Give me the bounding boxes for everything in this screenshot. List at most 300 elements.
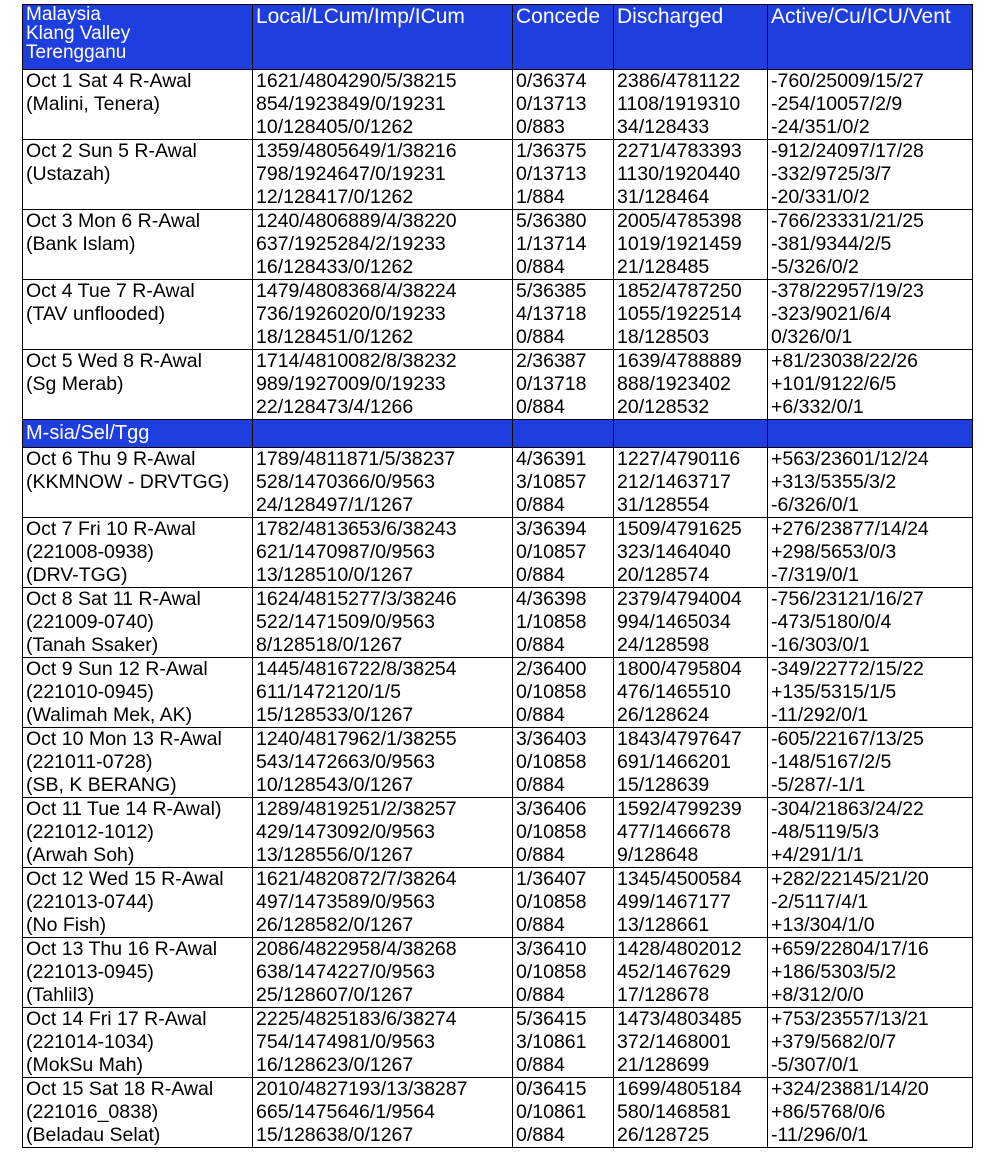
discharged-cell-line: 20/128532 [617,396,710,418]
discharged-cell-line: 1019/1921459 [617,233,742,255]
local-cell-line: 798/1924647/0/19231 [256,163,446,185]
date-cell-line: (221010-0945) [26,681,154,703]
date-cell-line [26,326,249,349]
date-cell-line: Oct 4 Tue 7 R-Awal [26,280,195,302]
concede-cell-line: 0/10858 [516,891,587,913]
concede-cell-line: 1/13714 [516,233,587,255]
concede-cell-line: 0/884 [516,1054,565,1076]
active-cell [768,938,973,1008]
concede-cell-line: 3/36410 [516,938,587,960]
active-cell-line: -381/9344/2/5 [771,233,892,255]
concede-cell-line: 1/884 [516,186,565,208]
local-cell-line: 15/128533/0/1267 [256,704,414,726]
local-cell [253,518,513,588]
active-cell-line: -756/23121/16/27 [771,588,924,610]
date-cell [23,448,253,518]
active-cell-line: -378/22957/19/23 [771,280,924,302]
date-cell [23,140,253,210]
concede-cell [513,868,614,938]
discharged-cell-line: 1227/4790116 [617,448,741,470]
discharged-cell-line: 1509/4791625 [617,518,742,540]
concede-cell-line: 0/884 [516,564,565,586]
local-cell-line: 754/1474981/0/9563 [256,1031,435,1053]
date-cell-line: (221012-1012) [26,821,154,843]
concede-cell [513,728,614,798]
date-cell [23,280,253,350]
concede-cell-line: 0/36374 [516,70,587,92]
discharged-cell-line: 26/128725 [617,1124,710,1146]
concede-cell-line: 0/884 [516,396,565,418]
local-cell [253,448,513,518]
local-cell-line: 1289/4819251/2/38257 [256,798,457,820]
region-title-line: Terengganu [26,42,127,63]
concede-cell-line: 3/36406 [516,798,587,820]
active-column-header: Active/Cu/ICU/Vent [768,5,973,70]
local-cell [253,798,513,868]
discharged-cell-line: 1130/1920440 [617,163,741,185]
section-1-body [23,70,973,420]
concede-cell-line: 4/13718 [516,303,587,325]
active-cell-line: -304/21863/24/22 [771,798,924,820]
concede-cell-line: 0/13713 [516,163,587,185]
date-cell-line: Oct 12 Wed 15 R-Awal [26,868,224,890]
local-cell-line: 543/1472663/0/9563 [256,751,435,773]
local-cell-line: 25/128607/0/1267 [256,984,414,1006]
discharged-cell-line: 1800/4795804 [617,658,742,680]
local-cell-line: 736/1926020/0/19233 [256,303,446,325]
discharged-cell-line: 691/1466201 [617,751,731,773]
active-cell-line: +186/5303/5/2 [771,961,897,983]
local-cell-line: 637/1925284/2/19233 [256,233,446,255]
discharged-cell-line: 372/1468001 [617,1031,731,1053]
active-cell-line: -473/5180/0/4 [771,611,892,633]
active-cell-line: -349/22772/15/22 [771,658,924,680]
active-cell-line: 0/326/0/1 [771,326,853,348]
concede-cell-line: 0/13718 [516,373,587,395]
table-row [23,868,973,938]
date-cell-line: (Beladau Selat) [26,1124,161,1146]
date-cell-line [26,494,249,517]
discharged-cell-line: 499/1467177 [617,891,731,913]
local-cell-line: 611/1472120/1/5 [256,681,401,703]
active-cell-line: +101/9122/6/5 [771,373,897,395]
discharged-cell-line: 580/1468581 [617,1101,731,1123]
date-cell-line: Oct 3 Mon 6 R-Awal [26,210,201,232]
local-cell-line: 528/1470366/0/9563 [256,471,435,493]
active-cell-line: -24/351/0/2 [771,116,870,138]
local-cell-line: 638/1474227/0/9563 [256,961,435,983]
active-cell-line: +379/5682/0/7 [771,1031,897,1053]
date-cell-line: Oct 2 Sun 5 R-Awal [26,140,197,162]
section-2-body [23,448,973,1148]
discharged-cell-line: 26/128624 [617,704,710,726]
concede-cell-line: 2/36387 [516,350,587,372]
discharged-cell-line: 1699/4805184 [617,1078,742,1100]
local-cell-line: 1621/4804290/5/38215 [256,70,457,92]
local-cell-line: 18/128451/0/1262 [256,326,414,348]
active-cell [768,798,973,868]
active-cell-line: -5/307/0/1 [771,1054,859,1076]
active-cell-line: +135/5315/1/5 [771,681,897,703]
concede-cell-line: 0/884 [516,704,565,726]
discharged-cell-line: 477/1466678 [617,821,731,843]
date-cell-line: (MokSu Mah) [26,1054,144,1076]
date-cell [23,70,253,140]
date-cell-line: Oct 5 Wed 8 R-Awal [26,350,202,372]
concede-cell-line: 0/10857 [516,541,587,563]
date-cell-line: (DRV-TGG) [26,564,128,586]
date-cell [23,518,253,588]
discharged-cell [614,210,768,280]
active-cell [768,518,973,588]
covid-stats-table [22,4,973,1148]
active-cell-line: +81/23038/22/26 [771,350,918,372]
date-cell-line: Oct 8 Sat 11 R-Awal [26,588,201,610]
date-cell-line: (Sg Merab) [26,373,124,395]
discharged-cell-line: 1843/4797647 [617,728,742,750]
active-cell-line: +8/312/0/0 [771,984,864,1006]
concede-cell-line: 0/884 [516,634,565,656]
local-cell-line: 1240/4806889/4/38220 [256,210,457,232]
local-cell-line: 8/128518/0/1267 [256,634,403,656]
active-cell-line: +282/22145/21/20 [771,868,929,890]
concede-cell-line: 0/883 [516,116,565,138]
local-cell [253,350,513,420]
section-blank-cell [768,420,973,448]
date-cell-line: (221014-1034) [26,1031,154,1053]
concede-cell-line: 0/36415 [516,1078,587,1100]
date-cell-line: (221013-0945) [26,961,154,983]
date-cell-line: Oct 7 Fri 10 R-Awal [26,518,196,540]
date-cell-line: (221008-0938) [26,541,154,563]
concede-cell [513,280,614,350]
active-cell-line: +563/23601/12/24 [771,448,929,470]
table-row [23,588,973,658]
local-cell-line: 1479/4808368/4/38224 [256,280,457,302]
discharged-cell-line: 1428/4802012 [617,938,742,960]
local-cell-line: 1240/4817962/1/38255 [256,728,457,750]
local-cell-line: 665/1475646/1/9564 [256,1101,435,1123]
active-cell-line: -148/5167/2/5 [771,751,892,773]
discharged-cell [614,938,768,1008]
local-cell-line: 12/128417/0/1262 [256,186,414,208]
active-cell [768,1078,973,1148]
active-cell-line: +313/5355/3/2 [771,471,897,493]
local-cell-line: 13/128510/0/1267 [256,564,414,586]
concede-cell [513,1008,614,1078]
discharged-cell [614,70,768,140]
discharged-cell-line: 17/128678 [617,984,710,1006]
date-cell [23,798,253,868]
date-cell [23,938,253,1008]
discharged-cell [614,518,768,588]
table-row [23,70,973,140]
local-cell [253,140,513,210]
local-cell [253,588,513,658]
discharged-cell-line: 21/128699 [617,1054,710,1076]
local-cell-line: 1445/4816722/8/38254 [256,658,457,680]
active-cell-line: +4/291/1/1 [771,844,864,866]
active-cell-line: -605/22167/13/25 [771,728,924,750]
discharged-cell [614,350,768,420]
active-cell [768,588,973,658]
discharged-cell [614,868,768,938]
date-cell-line: (221009-0740) [26,611,154,633]
local-cell-line: 429/1473092/0/9563 [256,821,435,843]
discharged-cell-line: 212/1463717 [617,471,731,493]
active-cell [768,868,973,938]
active-cell-line: +659/22804/17/16 [771,938,929,960]
table-row [23,658,973,728]
date-cell [23,1008,253,1078]
date-cell-line: (TAV unflooded) [26,303,166,325]
concede-cell-line: 1/36407 [516,868,587,890]
discharged-cell-line: 1473/4803485 [617,1008,742,1030]
region-title-header [23,5,253,70]
local-cell-line: 2086/4822958/4/38268 [256,938,457,960]
active-cell-line: +86/5768/0/6 [771,1101,886,1123]
active-cell-line: -16/303/0/1 [771,634,870,656]
date-cell-line: (SB, K BERANG) [26,774,177,796]
date-cell [23,868,253,938]
local-cell-line: 13/128556/0/1267 [256,844,414,866]
concede-cell-line: 0/10858 [516,961,587,983]
date-cell [23,658,253,728]
table-row [23,350,973,420]
discharged-cell-line: 323/1464040 [617,541,731,563]
local-cell-line: 989/1927009/0/19233 [256,373,446,395]
concede-cell-line: 0/884 [516,256,565,278]
discharged-cell [614,658,768,728]
date-cell [23,588,253,658]
date-cell-line: Oct 13 Thu 16 R-Awal [26,938,218,960]
table-row [23,1008,973,1078]
date-cell-line: (No Fish) [26,914,107,936]
section-label: M-sia/Sel/Tgg [23,420,253,448]
local-cell-line: 1621/4820872/7/38264 [256,868,457,890]
date-cell-line: (221013-0744) [26,891,154,913]
concede-cell-line: 3/36403 [516,728,587,750]
active-cell [768,658,973,728]
local-cell [253,210,513,280]
concede-cell-line: 0/884 [516,774,565,796]
concede-cell-line: 0/10858 [516,821,587,843]
discharged-cell-line: 1592/4799239 [617,798,742,820]
table-row [23,728,973,798]
concede-cell [513,210,614,280]
section-blank-cell [614,420,768,448]
active-cell-line: +753/23557/13/21 [771,1008,929,1030]
active-cell-line: -5/326/0/2 [771,256,859,278]
local-cell-line: 10/128543/0/1267 [256,774,414,796]
active-cell-line: -7/319/0/1 [771,564,859,586]
active-cell-line: +298/5653/0/3 [771,541,897,563]
discharged-cell-line: 18/128503 [617,326,710,348]
local-cell [253,938,513,1008]
section-2-header [23,420,973,448]
date-cell-line: (221016_0838) [26,1101,159,1123]
concede-cell-line: 3/10861 [516,1031,587,1053]
date-cell-line: Oct 1 Sat 4 R-Awal [26,70,192,92]
concede-cell-line: 0/884 [516,494,565,516]
discharged-cell-line: 9/128648 [617,844,699,866]
active-cell-line: -912/24097/17/28 [771,140,924,162]
discharged-cell [614,798,768,868]
date-cell-line: (KKMNOW - DRVTGG) [26,471,230,493]
local-cell [253,868,513,938]
discharged-cell-line: 2379/4794004 [617,588,742,610]
discharged-cell-line: 1852/4787250 [617,280,742,302]
discharged-cell-line: 1055/1922514 [617,303,742,325]
date-cell-line: (Malini, Tenera) [26,93,161,115]
discharged-cell-line: 2005/4785398 [617,210,742,232]
local-cell-line: 1782/4813653/6/38243 [256,518,457,540]
concede-cell [513,1078,614,1148]
region-title-line: Malaysia [26,4,101,25]
region-title-line: Klang Valley [26,23,131,44]
local-cell-line: 24/128497/1/1267 [256,494,414,516]
local-cell-line: 497/1473589/0/9563 [256,891,435,913]
discharged-cell-line: 13/128661 [617,914,710,936]
table-row [23,1078,973,1148]
active-cell-line: +324/23881/14/20 [771,1078,929,1100]
discharged-cell-line: 1345/4500584 [617,868,742,890]
date-cell-line [26,116,249,139]
local-cell-line: 1359/4805649/1/38216 [256,140,457,162]
section-divider-row [23,420,973,448]
active-cell-line: -11/292/0/1 [771,704,869,726]
table-row [23,518,973,588]
discharged-cell-line: 1639/4788889 [617,350,742,372]
concede-cell [513,350,614,420]
discharged-cell [614,1008,768,1078]
concede-cell [513,70,614,140]
header-row [23,5,973,70]
local-cell-line: 22/128473/4/1266 [256,396,414,418]
date-cell-line: Oct 11 Tue 14 R-Awal) [26,798,222,820]
date-cell-line [26,186,249,209]
date-cell-line [26,256,249,279]
date-cell-line: (Ustazah) [26,163,111,185]
concede-cell-line: 0/13713 [516,93,587,115]
table-row [23,938,973,1008]
discharged-cell [614,588,768,658]
local-cell-line: 1624/4815277/3/38246 [256,588,457,610]
active-cell-line: -20/331/0/2 [771,186,870,208]
local-cell [253,1008,513,1078]
concede-cell-line: 0/884 [516,844,565,866]
active-cell-line: +6/332/0/1 [771,396,864,418]
local-cell [253,658,513,728]
active-cell [768,448,973,518]
concede-cell-line: 1/36375 [516,140,587,162]
local-cell [253,70,513,140]
active-cell-line: -760/25009/15/27 [771,70,924,92]
active-cell-line: +276/23877/14/24 [771,518,929,540]
concede-cell [513,448,614,518]
section-blank-cell [253,420,513,448]
table-row [23,448,973,518]
date-cell-line: Oct 14 Fri 17 R-Awal [26,1008,207,1030]
local-cell-line: 1789/4811871/5/38237 [256,448,456,470]
local-cell-line: 26/128582/0/1267 [256,914,414,936]
date-cell-line: Oct 15 Sat 18 R-Awal [26,1078,214,1100]
concede-cell [513,588,614,658]
active-cell [768,728,973,798]
concede-cell-line: 0/10861 [516,1101,587,1123]
concede-cell-line: 5/36385 [516,280,587,302]
concede-cell-line: 0/884 [516,914,565,936]
discharged-cell-line: 24/128598 [617,634,710,656]
date-cell [23,1078,253,1148]
discharged-cell [614,140,768,210]
date-cell [23,728,253,798]
active-cell-line: -6/326/0/1 [771,494,859,516]
active-cell-line: -254/10057/2/9 [771,93,903,115]
discharged-cell [614,448,768,518]
local-cell [253,728,513,798]
discharged-cell-line: 31/128554 [617,494,710,516]
discharged-cell [614,1078,768,1148]
local-cell-line: 2010/4827193/13/38287 [256,1078,468,1100]
concede-cell-line: 4/36391 [516,448,587,470]
active-cell [768,1008,973,1078]
active-cell-line: -5/287/-1/1 [771,774,866,796]
concede-cell-line: 2/36400 [516,658,587,680]
concede-cell-line: 0/884 [516,1124,565,1146]
date-cell [23,210,253,280]
discharged-cell-line: 31/128464 [617,186,710,208]
active-cell-line: -766/23331/21/25 [771,210,924,232]
concede-cell-line: 0/884 [516,984,565,1006]
concede-cell-line: 0/10858 [516,751,587,773]
date-cell-line [26,396,249,419]
concede-cell [513,518,614,588]
active-cell-line: -11/296/0/1 [771,1124,869,1146]
concede-cell [513,798,614,868]
section-blank-cell [513,420,614,448]
discharged-cell-line: 21/128485 [617,256,710,278]
discharged-cell [614,728,768,798]
active-cell-line: -332/9725/3/7 [771,163,892,185]
discharged-cell-line: 888/1923402 [617,373,731,395]
concede-cell-line: 3/36394 [516,518,587,540]
concede-cell-line: 0/884 [516,326,565,348]
local-cell [253,1078,513,1148]
local-cell-line: 522/1471509/0/9563 [256,611,435,633]
concede-cell-line: 1/10858 [516,611,587,633]
discharged-cell-line: 34/128433 [617,116,710,138]
active-cell [768,210,973,280]
active-cell-line: -2/5117/4/1 [771,891,869,913]
concede-cell-line: 0/10858 [516,681,587,703]
local-cell-line: 10/128405/0/1262 [256,116,414,138]
discharged-cell [614,280,768,350]
date-cell-line: (Arwah Soh) [26,844,135,866]
discharged-cell-line: 20/128574 [617,564,710,586]
concede-cell-line: 5/36415 [516,1008,587,1030]
local-cell-line: 15/128638/0/1267 [256,1124,414,1146]
active-cell-line: -48/5119/5/3 [771,821,880,843]
concede-column-header: Concede [513,5,614,70]
active-cell [768,350,973,420]
table-row [23,210,973,280]
date-cell-line: (Tahlil3) [26,984,95,1006]
date-cell-line: (Walimah Mek, AK) [26,704,193,726]
discharged-column-header: Discharged [614,5,768,70]
discharged-cell-line: 1108/1919310 [617,93,741,115]
local-cell-line: 16/128433/0/1262 [256,256,414,278]
